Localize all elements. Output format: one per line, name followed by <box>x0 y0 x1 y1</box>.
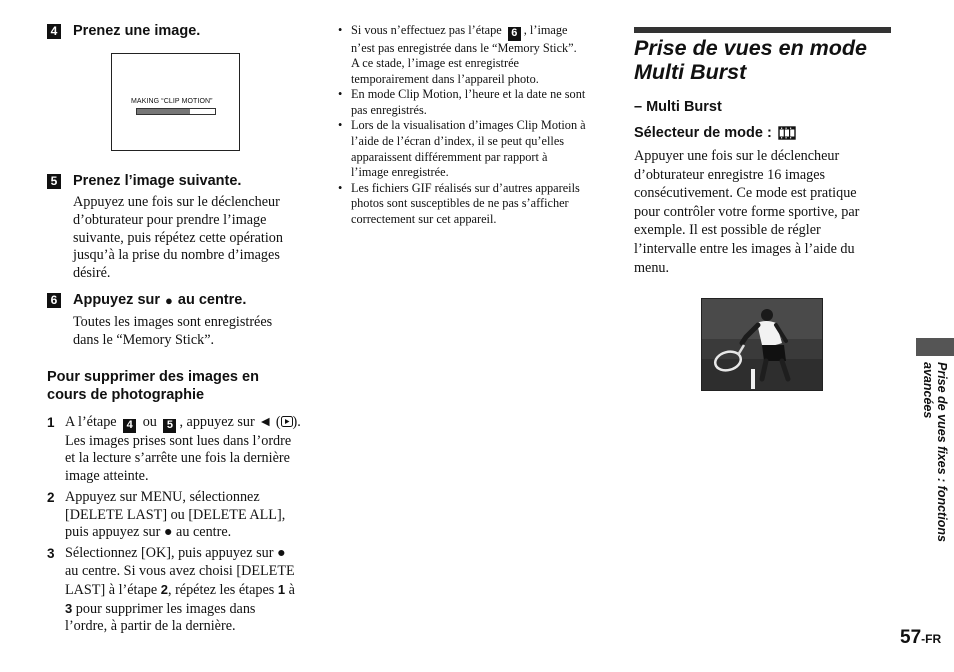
item-number: 2 <box>47 489 55 505</box>
text-line: Les images prises sont lues dans l’ordre <box>65 432 292 449</box>
text-line <box>65 524 307 542</box>
section-title <box>634 36 894 84</box>
recording-progress-bar <box>136 108 216 115</box>
text-line <box>65 414 307 433</box>
text-segment: Sélectionnez [OK], puis appuyez sur <box>65 545 274 562</box>
text-line: et la lecture s’arrête une fois la dernière <box>65 450 290 467</box>
step-number-badge: 4 <box>47 24 61 39</box>
multi-burst-icon <box>778 126 796 140</box>
text-segment: ou <box>142 414 157 430</box>
step-6-title-pre: Appuyez sur <box>73 292 161 308</box>
text-line: au centre. Si vous avez choisi [DELETE <box>65 563 295 580</box>
text-line: dans le “Memory Stick”. <box>73 331 215 348</box>
heading-line: cours de photographie <box>47 387 205 403</box>
text-line: image atteinte. <box>65 468 149 485</box>
text-line <box>65 600 307 619</box>
bullet-icon: • <box>338 180 343 195</box>
step-ref: 1 <box>277 581 286 597</box>
page-number-suffix: -FR <box>921 632 942 646</box>
text-segment: , répétez les étapes <box>167 581 275 598</box>
text-line: désiré. <box>73 265 111 282</box>
multi-burst-subheading: – Multi Burst <box>634 99 722 115</box>
list-item <box>338 23 600 87</box>
bullet-icon: • <box>338 118 343 133</box>
text-line: consécutivement. Ce mode est pratique <box>634 185 857 202</box>
title-line: Prise de vues en mode <box>634 36 868 60</box>
title-rule <box>634 27 891 33</box>
step-ref: 3 <box>65 600 73 616</box>
page-number-value: 57 <box>900 627 922 648</box>
text-line: [DELETE LAST] ou [DELETE ALL], <box>65 506 286 523</box>
step-5-body <box>73 194 313 283</box>
text-line: exemple. Il est possible de régler <box>634 222 821 239</box>
item-number: 3 <box>47 546 55 562</box>
text-segment: pour supprimer les images dans <box>75 600 256 617</box>
item-number: 1 <box>47 415 55 430</box>
step-number-badge: 5 <box>47 174 61 189</box>
lcd-label: MAKING “CLIP MOTION” <box>131 98 213 105</box>
text-line <box>65 581 307 600</box>
text-line: apparaissent différemment par rapport à <box>351 149 548 164</box>
list-item <box>338 118 600 180</box>
playback-icon <box>281 414 293 430</box>
center-button-icon: ● <box>165 292 173 308</box>
text-line: photos sont susceptibles de ne pas s’afficher <box>351 196 569 211</box>
step-ref-badge: 5 <box>163 419 176 433</box>
text-segment: puis appuyez sur <box>65 524 161 541</box>
step-ref-badge: 4 <box>123 419 136 433</box>
bullet-icon: • <box>338 87 343 102</box>
text-line: A ce stade, l’image est enregistrée <box>351 56 519 71</box>
side-section-label <box>905 362 950 592</box>
text-line: temporairement dans l’appareil photo. <box>351 71 539 86</box>
tennis-player-photo <box>701 298 823 391</box>
text-segment: Si vous n’effectuez pas l’étape <box>351 23 502 37</box>
step-4-heading <box>47 23 200 39</box>
text-line: correctement sur cet appareil. <box>351 212 497 227</box>
multi-burst-description <box>634 147 894 277</box>
step-6-heading <box>47 292 246 308</box>
list-item <box>338 87 600 118</box>
text-segment: , appuyez sur ◄ ( <box>179 414 281 430</box>
text-line: d’obturateur enregistre 16 images <box>634 166 826 183</box>
text-line: jusqu’à la prise du nombre d’images <box>73 247 280 264</box>
side-label-text: Prise de vues fixes : fonctions avancées <box>921 362 949 542</box>
list-item <box>47 414 307 486</box>
lcd-screen-illustration <box>111 53 240 151</box>
text-line: suivante, puis répétez cette opération <box>73 229 283 246</box>
text-line: Appuyez sur MENU, sélectionnez <box>65 488 260 505</box>
step-6-body <box>73 314 313 350</box>
heading-line: Pour supprimer des images en <box>47 369 259 385</box>
step-ref: 2 <box>160 581 168 597</box>
step-5-title: Prenez l’image suivante. <box>73 173 242 189</box>
text-segment: à <box>288 581 295 598</box>
text-line: n’est pas enregistrée dans le “Memory Stick”. <box>351 40 577 55</box>
text-line: d’obturateur pour prendre l’image <box>73 211 267 228</box>
list-item <box>338 181 600 228</box>
text-line: Appuyer une fois sur le déclencheur <box>634 148 840 164</box>
text-line <box>65 545 307 563</box>
text-line <box>351 23 600 41</box>
center-button-icon: ● <box>276 545 286 562</box>
text-line: l’intervalle entre les images à l’aide du <box>634 240 855 257</box>
title-line: Multi Burst <box>634 60 747 84</box>
text-line: l’ordre, à partir de la dernière. <box>65 618 236 635</box>
list-item <box>47 545 307 636</box>
step-4-title: Prenez une image. <box>73 23 201 39</box>
text-line: pour contrôler votre forme sportive, par <box>634 203 860 220</box>
step-5-heading <box>47 173 241 189</box>
step-number-badge: 6 <box>47 293 61 308</box>
step-6-title-post: au centre. <box>177 292 247 308</box>
delete-steps-list <box>47 414 307 639</box>
list-item <box>47 489 307 542</box>
text-segment: au centre. <box>176 524 232 541</box>
section-tab-marker <box>916 338 954 356</box>
text-segment: LAST] à l’étape <box>65 581 158 598</box>
step-ref-badge: 6 <box>508 27 521 41</box>
text-segment: A l’étape <box>65 414 117 430</box>
notes-list <box>338 23 600 228</box>
page-number <box>900 627 941 649</box>
recording-progress-fill <box>137 109 190 114</box>
text-line: Les fichiers GIF réalisés sur d’autres appareils <box>351 180 580 195</box>
mode-selector-label <box>634 124 796 142</box>
text-line: pas enregistrés. <box>351 102 427 117</box>
text-segment: , l’image <box>523 23 568 37</box>
center-button-icon: ● <box>163 524 173 541</box>
text-line: menu. <box>634 259 670 276</box>
text-line: Lors de la visualisation d’images Clip Motion à <box>351 118 586 133</box>
selector-text: Sélecteur de mode : <box>634 125 772 141</box>
text-line: En mode Clip Motion, l’heure et la date ne sont <box>351 87 586 102</box>
bullet-icon: • <box>338 23 343 37</box>
text-line: l’image enregistrée. <box>351 165 449 180</box>
text-line: Toutes les images sont enregistrées <box>73 314 273 330</box>
delete-section-heading <box>47 368 317 404</box>
text-line: l’aide de l’écran d’index, il se peut qu’elles <box>351 134 565 149</box>
text-segment: ). <box>292 414 301 430</box>
text-line: Appuyez une fois sur le déclencheur <box>73 194 280 210</box>
